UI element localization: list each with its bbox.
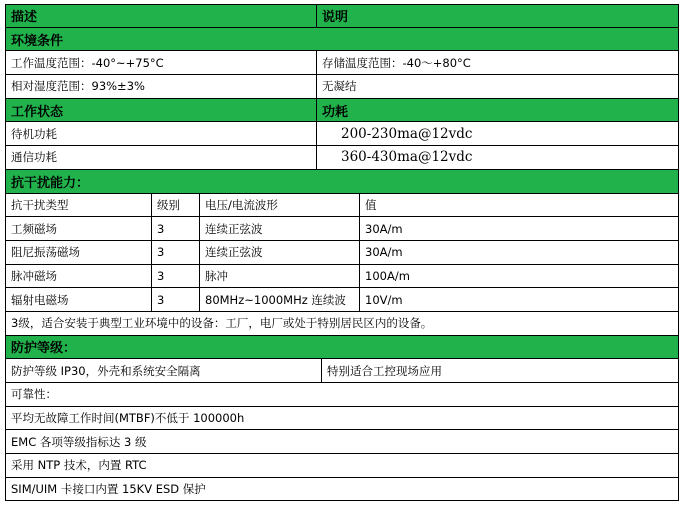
list-item xyxy=(5,407,679,431)
section-anti-interference xyxy=(5,170,679,194)
reliability-mtbf: 平均无故障工作时间(MTBF)不低于 100000h xyxy=(11,411,245,426)
protection-application: 特别适合工控现场应用 xyxy=(321,359,678,382)
section-protection xyxy=(5,336,679,360)
emi-waveform: 连续正弦波 xyxy=(199,217,359,240)
table-row xyxy=(5,194,679,218)
table-row xyxy=(5,122,679,146)
condensation-note: 无凝结 xyxy=(316,75,678,98)
table-header-row xyxy=(5,4,679,28)
emi-level: 3 xyxy=(151,217,199,240)
emi-value: 10V/m xyxy=(359,288,678,311)
header-description: 描述 xyxy=(11,10,38,26)
section-title: 可靠性： xyxy=(11,387,57,402)
section-title-power: 功耗 xyxy=(316,99,678,122)
table-row xyxy=(5,241,679,265)
table-row xyxy=(5,359,679,383)
emi-level: 3 xyxy=(151,265,199,288)
reliability-emc: EMC 各项等级指标达 3 级 xyxy=(11,434,147,449)
emi-value: 30A/m xyxy=(359,217,678,240)
section-title: 环境条件 xyxy=(11,33,64,49)
emi-type: 阻尼振荡磁场 xyxy=(11,245,80,260)
table-row xyxy=(5,288,679,312)
humidity-range: 相对湿度范围：93%±3% xyxy=(11,79,145,94)
section-title: 工作状态 xyxy=(11,104,64,120)
section-title: 防护等级： xyxy=(11,341,77,357)
col-header-type: 抗干扰类型 xyxy=(11,197,69,212)
reliability-esd: SIM/UIM 卡接口内置 15KV ESD 保护 xyxy=(11,482,206,497)
standby-power-label: 待机功耗 xyxy=(11,126,57,141)
operating-temperature: 工作温度范围：-40°~+75°C xyxy=(11,55,164,70)
table-row xyxy=(5,75,679,99)
section-title: 抗干扰能力： xyxy=(11,175,90,191)
emi-value: 30A/m xyxy=(359,241,678,264)
emi-type: 脉冲磁场 xyxy=(11,268,57,283)
section-reliability xyxy=(5,383,679,407)
spec-table xyxy=(5,4,679,501)
table-row xyxy=(5,265,679,289)
list-item xyxy=(5,454,679,478)
section-environment xyxy=(5,28,679,52)
table-row xyxy=(5,51,679,75)
header-explanation: 说明 xyxy=(316,5,678,27)
emi-waveform: 80MHz~1000MHz 连续波 xyxy=(199,288,359,311)
emi-value: 100A/m xyxy=(359,265,678,288)
col-header-level: 级别 xyxy=(151,194,199,217)
table-row xyxy=(5,146,679,170)
reliability-ntp: 采用 NTP 技术，内置 RTC xyxy=(11,458,147,473)
emi-waveform: 脉冲 xyxy=(199,265,359,288)
section-working-state xyxy=(5,99,679,123)
emi-type: 辐射电磁场 xyxy=(11,292,69,307)
table-row xyxy=(5,312,679,336)
list-item xyxy=(5,478,679,502)
comm-power-value: 360-430ma@12vdc xyxy=(316,146,678,169)
emi-waveform: 连续正弦波 xyxy=(199,241,359,264)
emi-level: 3 xyxy=(151,241,199,264)
comm-power-label: 通信功耗 xyxy=(11,150,57,165)
storage-temperature: 存储温度范围：-40～+80°C xyxy=(316,51,678,74)
list-item xyxy=(5,430,679,454)
protection-level: 防护等级 IP30，外壳和系统安全隔离 xyxy=(11,363,201,378)
emi-level: 3 xyxy=(151,288,199,311)
table-row xyxy=(5,217,679,241)
standby-power-value: 200-230ma@12vdc xyxy=(316,122,678,145)
col-header-value: 值 xyxy=(359,194,678,217)
emi-note: 3级，适合安装于典型工业环境中的设备：工厂，电厂或处于特别居民区内的设备。 xyxy=(11,316,433,331)
col-header-waveform: 电压/电流波形 xyxy=(199,194,359,217)
emi-type: 工频磁场 xyxy=(11,221,57,236)
